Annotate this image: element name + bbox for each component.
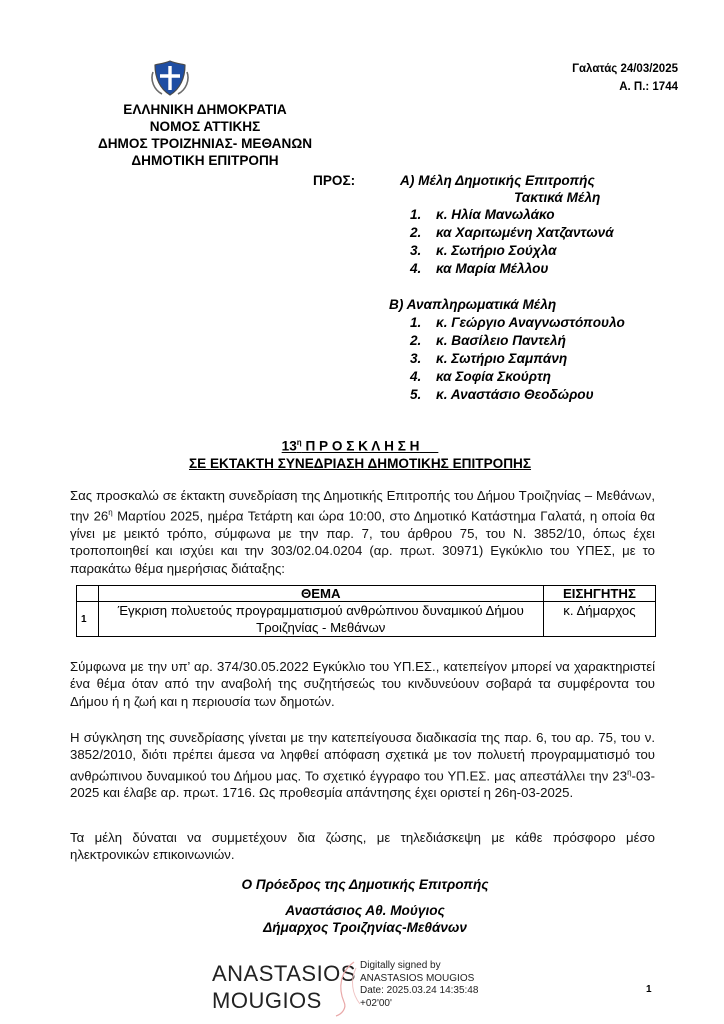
- signature-role: Ο Πρόεδρος της Δημοτικής Επιτροπής: [241, 877, 489, 892]
- authority-line: ΔΗΜΟΣ ΤΡΟΙΖΗΝΙΑΣ- ΜΕΘΑΝΩΝ: [97, 136, 313, 151]
- table-header-row: [77, 586, 656, 602]
- column-header-reporter: ΕΙΣΗΓΗΤΗΣ: [543, 586, 655, 602]
- intro-paragraph: Σας προσκαλώ σε έκτακτη συνεδρίαση της Δημοτικής Επιτροπής του Δήμου Τροιζηνίας – Μεθάνων, την $26^\eta$ Μαρτίου 2025, ημέρα Τετάρτη και ώρα 10:00, στο Δημοτικό Κατάστημα Γαλατά, η οποία θα γίνει με μεικτό τρόπο, σύμφωνα με την παρ. 7, του άρθρου 75, του Ν. 3852/10, όπως έχει τροποποιηθεί και ισχύει και την 303/02.04.0204 (αρ. πρωτ. 30971) Εγκύκλιο του ΥΠΕΣ, με το παρακάτω θέμα ημερήσιας διάταξης:: [70, 488, 655, 576]
- greek-emblem-icon: [150, 58, 190, 98]
- column-header-subject: ΘΕΜΑ: [98, 586, 543, 602]
- invitation-title: [150, 434, 570, 472]
- authority-line: ΕΛΛΗΝΙΚΗ ΔΗΜΟΚΡΑΤΙΑ: [123, 102, 287, 117]
- group-b-title: Β) Αναπληρωματικά Μέλη: [389, 297, 557, 312]
- digital-signature-info: Digitally signed by ANASTASIOS MOUGIOS Date: 2025.03.24 14:35:48 +02'00': [360, 960, 479, 1009]
- authority-block: [60, 101, 350, 169]
- group-a-subtitle: Τακτικά Μέλη: [514, 190, 601, 205]
- signature-title: Δήμαρχος Τροιζηνίας-Μεθάνων: [263, 920, 467, 935]
- urgency-paragraph: Σύμφωνα με την υπ’ αρ. 374/30.05.2022 Εγκύκλιο του ΥΠ.ΕΣ., κατεπείγον μπορεί να χαρακτηριστεί ένα θέμα όταν από την αναβολή της συζητήσεώς του κινδυνεύουν σοβαρά τα συμφέροντα του Δήμου ή η ζωή και η περιουσία των δημοτών.: [70, 659, 655, 709]
- agenda-item-number: 1: [77, 602, 99, 637]
- group-a-title: Α) Μέλη Δημοτικής Επιτροπής: [400, 173, 595, 188]
- recipients-label: ΠΡΟΣ:: [313, 173, 356, 188]
- invitation-title-line2: ΣΕ ΕΚΤΑΚΤΗ ΣΥΝΕΔΡΙΑΣΗ ΔΗΜΟΤΙΚΗΣ ΕΠΙΤΡΟΠΗΣ: [188, 455, 532, 471]
- signature-name: Αναστάσιος Αθ. Μούγιος: [285, 903, 445, 918]
- authority-line: ΝΟΜΟΣ ΑΤΤΙΚΗΣ: [149, 119, 261, 134]
- group-a-list: 1. κ. Ηλία Μανωλάκο 2. κα Χαριτωμένη Χατζαντωνά 3. κ. Σωτήριο Σούχλα 4. κα Μαρία Μέλλου: [410, 207, 614, 276]
- protocol-number: Α. Π.: 1744: [619, 81, 678, 93]
- agenda-item-reporter: κ. Δήμαρχος: [543, 602, 655, 637]
- digital-signature-name: ANASTASIOS MOUGIOS: [212, 961, 356, 1013]
- group-b-list: 1. κ. Γεώργιο Αναγνωστόπουλο 2. κ. Βασίλειο Παντελή 3. κ. Σωτήριο Σαμπάνη 4. κα Σοφία Σκούρτη 5. κ. Αναστάσιο Θεοδώρου: [410, 315, 625, 402]
- date-line: Γαλατάς 24/03/2025: [572, 63, 678, 75]
- page-number: 1: [646, 984, 652, 995]
- table-row: [77, 602, 656, 637]
- agenda-item-subject: Έγκριση πολυετούς προγραμματισμού ανθρώπινου δυναμικού Δήμου Τροιζηνίας - Μεθάνων: [98, 602, 543, 637]
- invitation-title-line1: $13^\eta$ Π Ρ Ο Σ Κ Λ Η Σ Η: [281, 438, 420, 454]
- authority-line: ΔΗΜΟΤΙΚΗ ΕΠΙΤΡΟΠΗ: [131, 153, 279, 168]
- participation-paragraph: Τα μέλη δύναται να συμμετέχουν δια ζώσης, με τηλεδιάσκεψη με κάθε πρόσφορο μέσο ηλεκτρονικών επικοινωνιών.: [70, 830, 655, 863]
- procedure-paragraph: Η σύγκληση της συνεδρίασης γίνεται με την κατεπείγουσα διαδικασία της παρ. 6, του αρ. 75, του ν. 3852/2010, διότι πρέπει άμεσα να ληφθεί απόφαση σχετικά με τον πολυετή προγραμματισμό του ανθρώπινου δυναμικού του Δήμου μας. Το σχετικό έγγραφο του ΥΠ.ΕΣ. μας απεστάλλει την $23^\eta-03-2025$ και έλαβε αρ. πρωτ. 1716. Ως προθεσμία απάντησης έχει οριστεί η 26η-03-2025.: [70, 730, 655, 801]
- agenda-table: [76, 585, 656, 637]
